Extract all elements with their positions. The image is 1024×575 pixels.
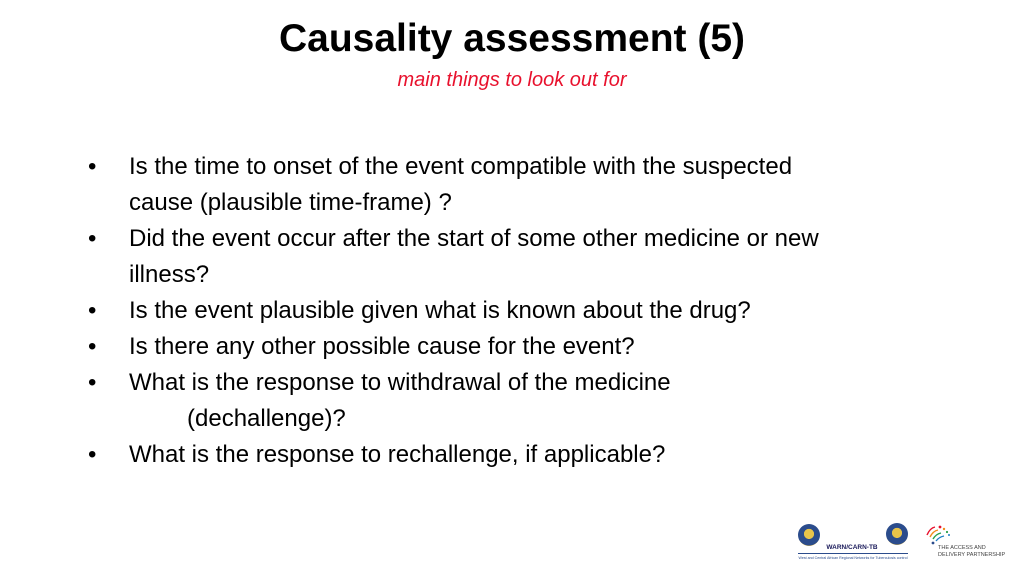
- bullet-text: What is the response to rechallenge, if applicable?: [129, 441, 666, 468]
- bullet-text-continued: (dechallenge)?: [187, 405, 346, 432]
- warn-logo-name: WARN/CARN-TB: [826, 544, 878, 551]
- warn-logo-divider: [798, 553, 908, 554]
- seal-icon: [798, 524, 820, 546]
- warn-carn-tb-logo: [790, 521, 912, 565]
- footer-logos: [790, 521, 1012, 565]
- adp-logo-text: [938, 545, 1005, 559]
- adp-logo-line1: THE ACCESS AND: [938, 545, 986, 551]
- bullet-text-continued: cause (plausible time-frame) ?: [129, 189, 452, 216]
- bullet-text: Is there any other possible cause for the event?: [129, 333, 635, 360]
- slide-subtitle: main things to look out for: [397, 69, 627, 91]
- warn-logo-subtitle: West and Central African Regional Networks for Tuberculosis control: [798, 556, 908, 560]
- seal-icon: [886, 523, 908, 545]
- bullet-item-rechallenge: [88, 437, 948, 473]
- bullet-icon: •: [88, 441, 97, 468]
- slide-title: Causality assessment (5): [278, 17, 746, 60]
- bullet-text-continued: illness?: [129, 261, 210, 288]
- bullet-item-dechallenge: [88, 365, 948, 437]
- adp-emblem-icon: [924, 523, 954, 547]
- bullet-icon: •: [88, 225, 97, 252]
- adp-logo-line2: DELIVERY PARTNERSHIP: [938, 552, 1006, 558]
- bullet-icon: •: [88, 297, 97, 324]
- bullet-icon: •: [88, 153, 97, 180]
- bullet-item-other-cause: [88, 329, 948, 365]
- bullet-text: What is the response to withdrawal of the medicine: [129, 369, 671, 396]
- bullet-list: [88, 149, 948, 473]
- bullet-text: Is the event plausible given what is known about the drug?: [129, 297, 751, 324]
- bullet-text: Did the event occur after the start of some other medicine or new: [129, 225, 819, 252]
- access-delivery-partnership-logo: [922, 523, 1012, 565]
- bullet-text: Is the time to onset of the event compatible with the suspected: [129, 153, 793, 180]
- bullet-icon: •: [88, 333, 97, 360]
- bullet-item-plausible: [88, 293, 948, 329]
- bullet-item-onset: [88, 149, 948, 221]
- bullet-icon: •: [88, 369, 97, 396]
- bullet-item-other-medicine: [88, 221, 948, 293]
